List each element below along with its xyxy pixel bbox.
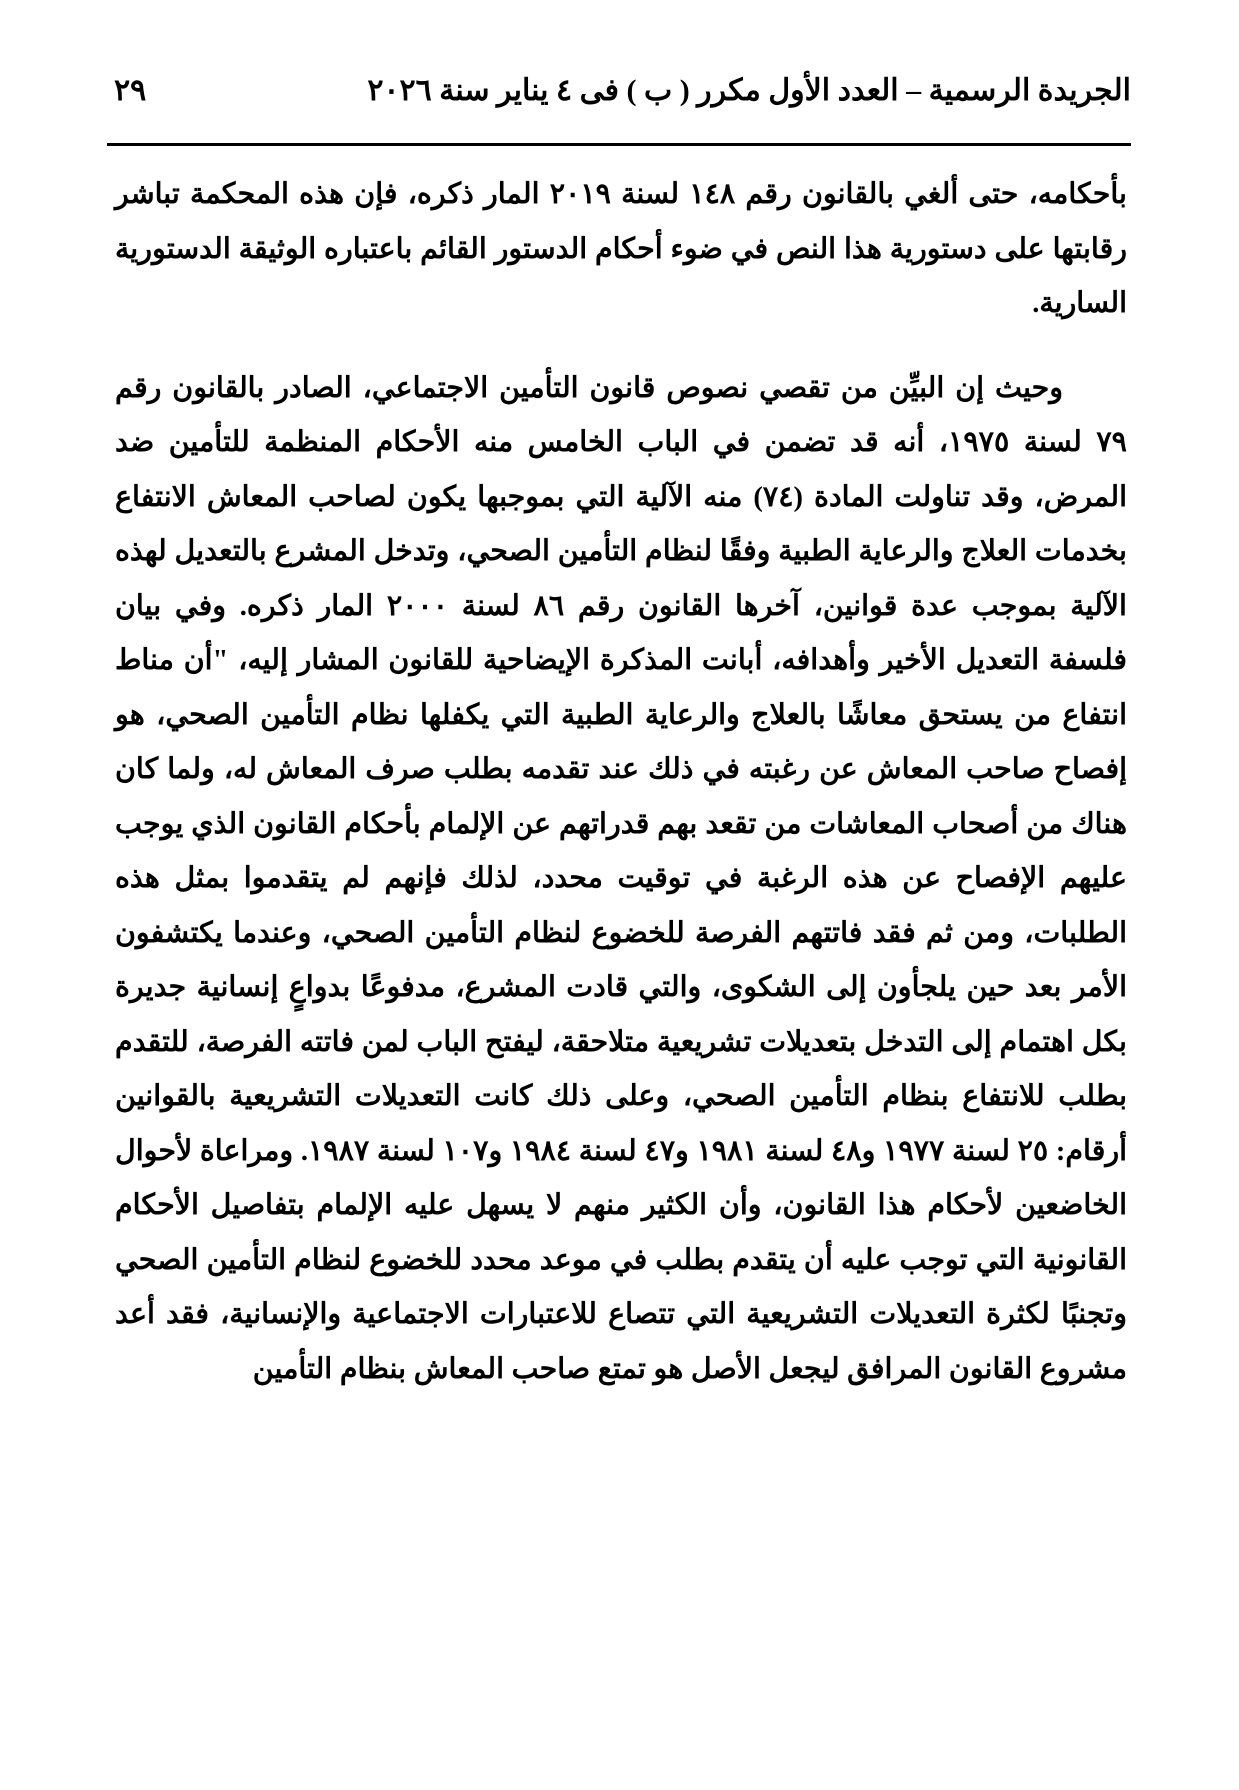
page-header [108, 74, 1131, 120]
header-divider-rule [107, 143, 1131, 146]
body-paragraph-2: وحيث إن البيِّن من تقصي نصوص قانون التأمين الاجتماعي، الصادر بالقانون رقم ٧٩ لسنة ١٩٧٥، أنه قد تضمن في الباب الخامس منه الأحكام المنظمة للتأمين ضد المرض، وقد تناولت المادة (٧٤) منه الآلية التي بموجبها يكون لصاحب المعاش الانتفاع بخدمات العلاج والرعاية الطبية وفقًا لنظام التأمين الصحي، وتدخل المشرع بالتعديل لهذه الآلية بموجب عدة قوانين، آخرها القانون رقم ٨٦ لسنة ٢٠٠٠ المار ذكره. وفي بيان فلسفة التعديل الأخير وأهدافه، أبانت المذكرة الإيضاحية للقانون المشار إليه، "أن مناط انتفاع من يستحق معاشًا بالعلاج والرعاية الطبية التي يكفلها نظام التأمين الصحي، هو إفصاح صاحب المعاش عن رغبته في ذلك عند تقدمه بطلب صرف المعاش له، ولما كان هناك من أصحاب المعاشات من تقعد بهم قدراتهم عن الإلمام بأحكام القانون الذي يوجب عليهم الإفصاح عن هذه الرغبة في توقيت محدد، لذلك فإنهم لم يتقدموا بمثل هذه الطلبات، ومن ثم فقد فاتتهم الفرصة للخضوع لنظام التأمين الصحي، وعندما يكتشفون الأمر بعد حين يلجأون إلى الشكوى، والتي قادت المشرع، مدفوعًا بدواعٍ إنسانية جديرة بكل اهتمام إلى التدخل بتعديلات تشريعية متلاحقة، ليفتح الباب لمن فاتته الفرصة، للتقدم بطلب للانتفاع بنظام التأمين الصحي، وعلى ذلك كانت التعديلات التشريعية بالقوانين أرقام: ٢٥ لسنة ١٩٧٧ و٤٨ لسنة ١٩٨١ و٤٧ لسنة ١٩٨٤ و١٠٧ لسنة ١٩٨٧. ومراعاة لأحوال الخاضعين لأحكام هذا القانون، وأن الكثير منهم لا يسهل عليه الإلمام بتفاصيل الأحكام القانونية التي توجب عليه أن يتقدم بطلب في موعد محدد للخضوع لنظام التأمين الصحي وتجنبًا لكثرة التعديلات التشريعية التي تتصاع للاعتبارات الاجتماعية والإنسانية، فقد أعد مشروع القانون المرافق ليجعل الأصل هو تمتع صاحب المعاش بنظام التأمين [115, 372, 1127, 1385]
gazette-header-title: الجريدة الرسمية – العدد الأول مكرر ( ب ) فى ٤ يناير سنة ٢٠٢٦ [367, 74, 1131, 107]
document-body [115, 168, 1127, 1397]
page-number: ٢٩ [114, 74, 147, 107]
body-paragraph-1: بأحكامه، حتى ألغي بالقانون رقم ١٤٨ لسنة ٢٠١٩ المار ذكره، فإن هذه المحكمة تباشر رقابتها على دستورية هذا النص في ضوء أحكام الدستور القائم باعتباره الوثيقة الدستورية السارية. [115, 179, 1127, 319]
